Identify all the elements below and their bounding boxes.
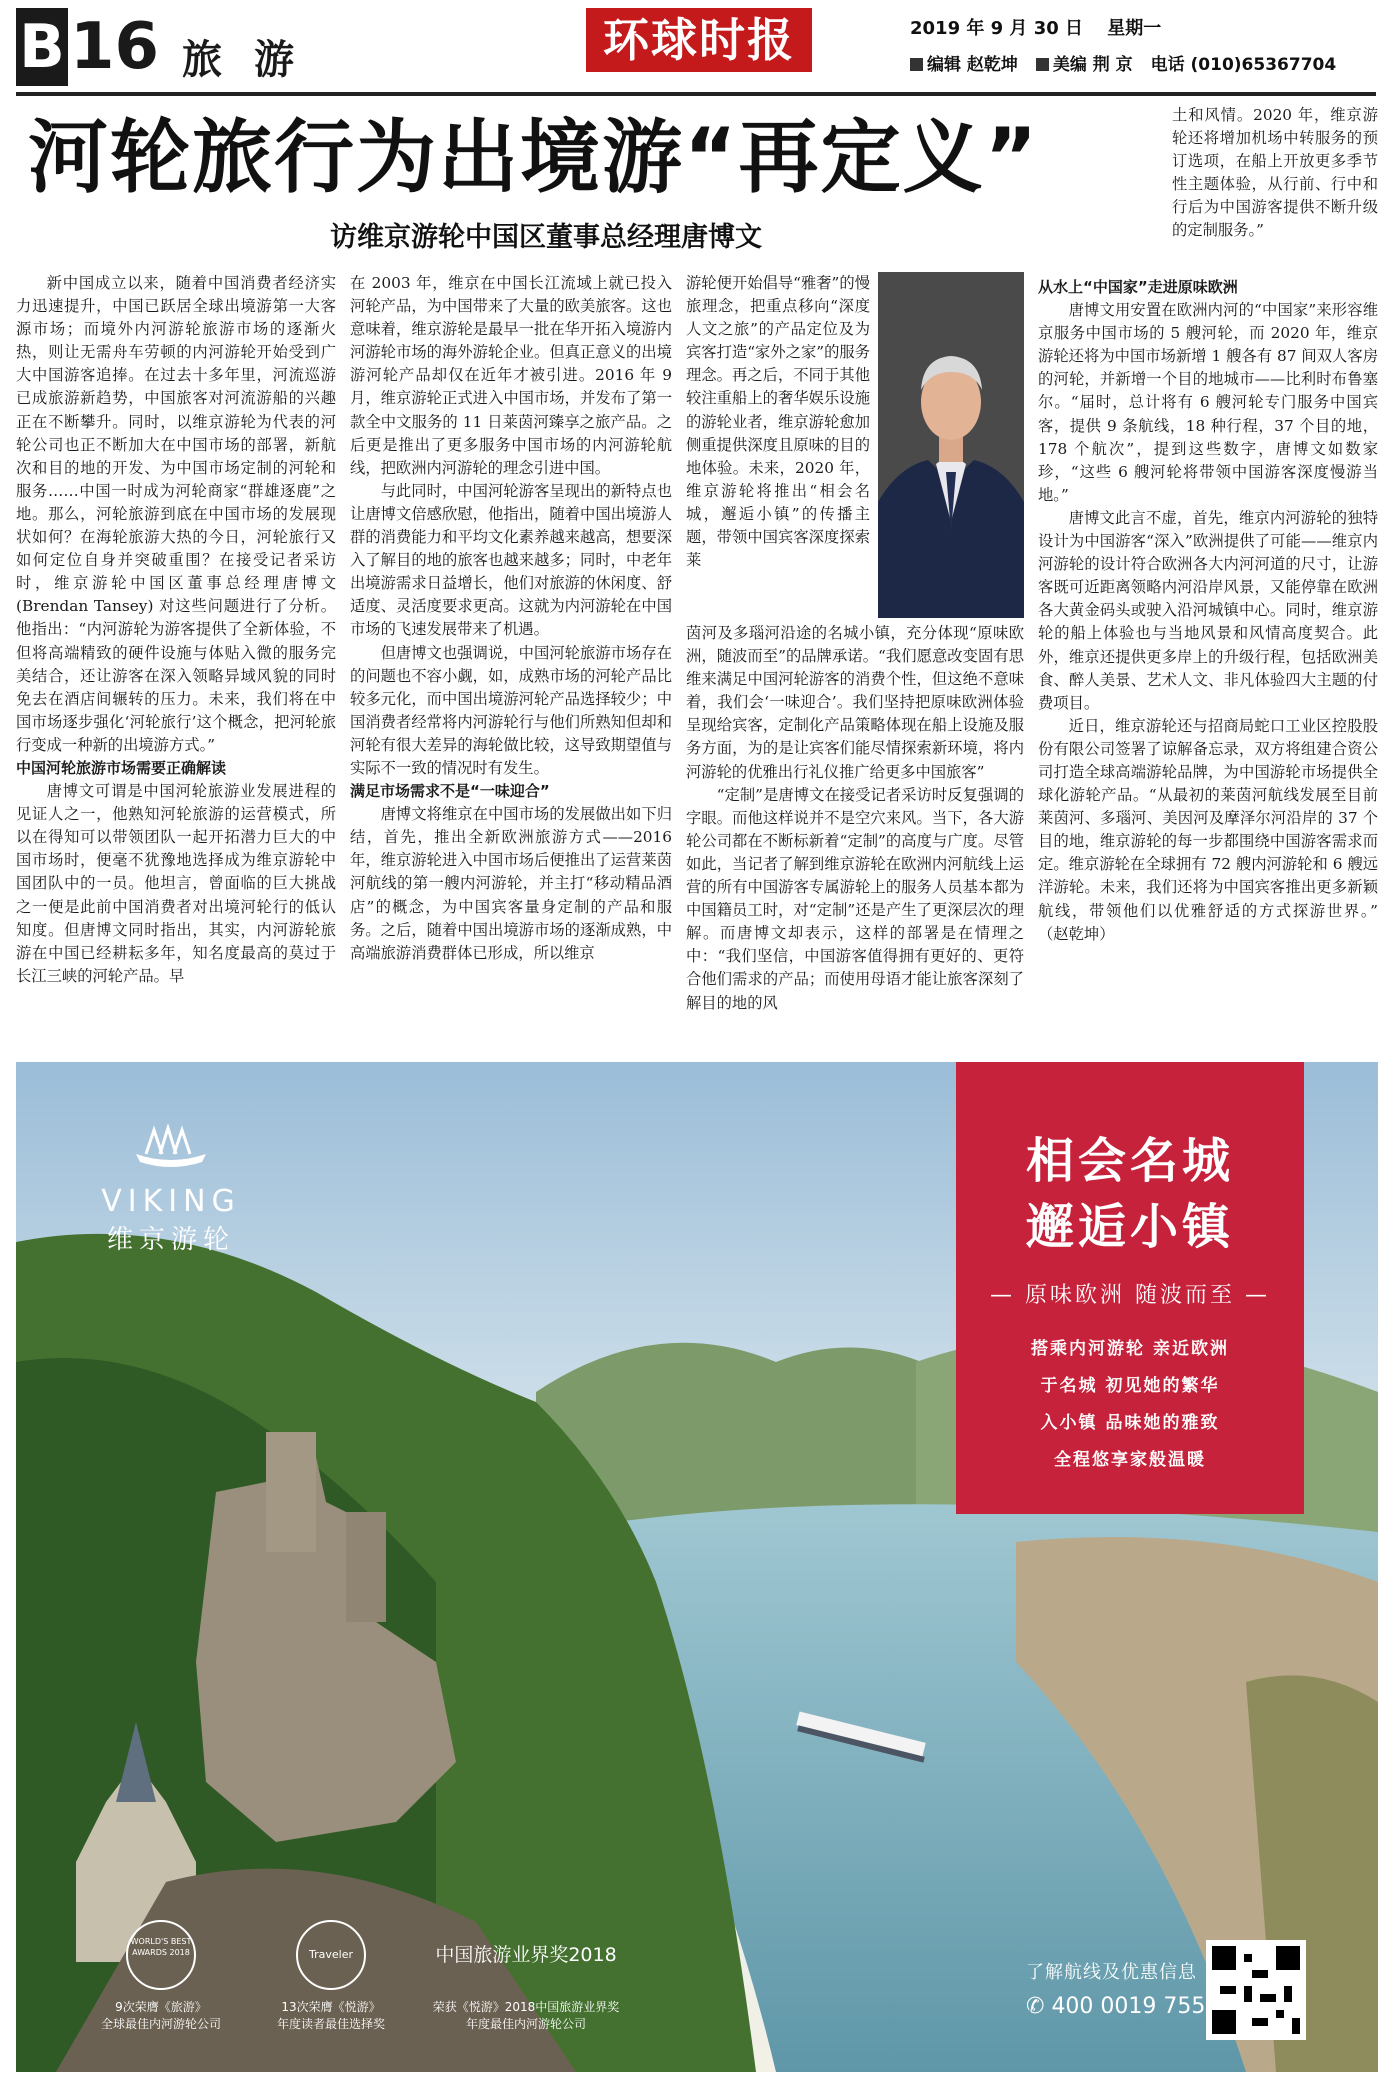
qr-code-icon (1212, 1946, 1300, 2034)
award-badge-icon: WORLD'S BEST AWARDS 2018 (126, 1920, 196, 1990)
ad-feature-lines (956, 1331, 1304, 1479)
viking-advertisement (16, 1062, 1378, 2072)
article-paragraph: 近日，维京游轮还与招商局蛇口工业区控股股份有限公司签署了谅解备忘录，双方将组建合资公司打造全球高端游轮品牌，为中国游轮市场提供全球化游轮产品。“从最初的莱茵河航线发展至目前莱茵河、多瑙河、美因河及摩泽尔河沿岸的 37 个目的地，维京游轮的每一步都围绕中国游客需求而定。维京游轮在全球拥有 72 艘内河游轮和 6 艘远洋游轮。未来，我们还将为中国宾客推出更多新颖航线，带领他们以优雅舒适的方式探游世界。” （赵乾坤） (1038, 716, 1378, 943)
award-caption: 年度读者最佳选择奖 (276, 2017, 385, 2031)
section-subheading: 中国河轮旅游市场需要正确解读 (16, 758, 227, 777)
longship-icon (126, 1124, 216, 1174)
article-column-4 (1038, 276, 1378, 1056)
article-paragraph: 唐博文将维京在中国市场的发展做出如下归结，首先，推出全新欧洲旅游方式——2016 年，维京游轮进入中国市场后便推出了运营莱茵河航线的第一艘内河游轮，并主打“移动精品酒店”的概念，为中国宾客量身定制的产品和服务。之后，随着中国出境游市场的逐渐成熟，中高端旅游消费群体已形成，所以维京 (350, 805, 672, 962)
staff-line (910, 50, 1336, 75)
editor-label: 编辑 (927, 55, 961, 75)
article-paragraph: “定制”是唐博文在接受记者采访时反复强调的字眼。而他这样说并不是空穴来风。当下，各大游轮公司都在不断标新着“定制”的高度与广度。尽管如此，当记者了解到维京游轮在欧洲内河航线上运营的所有中国游客专属游轮上的服务人员基本都为中国籍员工时，对“定制”还是产生了更深层次的理解。而唐博文却表示，这样的部署是在情理之中：“我们坚信，中国游客值得拥有更好的、更符合他们需求的产品；而使用母语才能让旅客深刻了解目的地的风 (686, 785, 1024, 1012)
issue-weekday: 星期一 (1107, 18, 1162, 39)
article-paragraph: 茵河及多瑙河沿途的名城小镇，充分体现“原味欧洲，随波而至”的品牌承诺。“我们愿意改变固有思维来满足中国河轮游客的消费个性，但这绝不意味着，我们会‘一味迎合’。我们坚持把原味欧洲体验呈现给宾客，定制化产品策略体现在船上设施及服务方面，为的是让宾客们能尽情探索新环境，将内河游轮的优雅出行礼仪推广给更多中国旅客” (686, 624, 1024, 781)
awards-row (76, 1920, 636, 2050)
designer-name: 荆 京 (1092, 55, 1133, 75)
page-number: 16 (70, 10, 160, 84)
article-column-2 (350, 272, 672, 1056)
article-column-3-top (686, 272, 870, 622)
designer-label: 美编 (1052, 55, 1087, 75)
ad-feature-line: 搭乘内河游轮 亲近欧洲 (1031, 1339, 1229, 1359)
viking-brand-logo (76, 1124, 266, 1256)
section-subheading: 从水上“中国家”走进原味欧洲 (1038, 278, 1238, 296)
section-subheading: 满足市场需求不是“一味迎合” (350, 782, 550, 801)
ad-contact (1026, 1958, 1205, 2019)
phone-number: (010)65367704 (1190, 55, 1337, 75)
route-info-text: 了解航线及优惠信息 (1026, 1962, 1197, 1983)
brand-name-en: VIKING (101, 1184, 241, 1219)
phone-icon: ✆ (1026, 1994, 1052, 2019)
portrait-illustration (878, 272, 1024, 618)
phone-label: 电话 (1150, 55, 1185, 75)
award-caption: 全球最佳内河游轮公司 (100, 2017, 221, 2031)
hotline (1026, 1994, 1205, 2019)
section-name: 旅游 (182, 37, 326, 83)
interviewee-photo (878, 272, 1024, 618)
article-paragraph: 新中国成立以来，随着中国消费者经济实力迅速提升，中国已跃居全球出境游第一大客源市场；而境外内河游轮旅游市场的逐渐火热，则让无需舟车劳顿的内河游轮开始受到广大中国游客追捧。在过去十多年里，河流巡游已成旅游新趋势，中国旅客对河流游船的兴趣正在不断攀升。同时，以维京游轮为代表的河轮公司也正不断加大在中国市场的部署，新航次和目的地的开发、为中国市场定制的河轮和服务……中国一时成为河轮商家“群雄逐鹿”之地。那么，河轮旅游到底在中国市场的发展现状如何？在海轮旅游大热的今日，河轮旅行又如何定位自身并突破重围？在接受记者采访时，维京游轮中国区董事总经理唐博文(Brendan Tansey) 对这些问题进行了分析。他指出：“内河游轮为游客提供了全新体验，不但将高端精致的硬件设施与体贴入微的服务完美结合，还让游客在深入领略异域风貌的同时免去在酒店间辗转的压力。未来，我们将在中国市场逐步强化‘河轮旅行’这个概念，把河轮旅行变成一种新的出境游方式。” (16, 274, 336, 754)
headline: 河轮旅行为出境游“再定义” (28, 111, 1040, 204)
newspaper-logo: 环球时报 (586, 8, 812, 72)
award-caption: 荣获《悦游》2018中国旅游业界奖 (432, 2000, 620, 2014)
article-paragraph: 但唐博文也强调说，中国河轮旅游市场存在的问题也不容小觑，如，成熟市场的河轮产品比较多元化，而中国出境游河轮产品选择较少；中国消费者经常将内河游轮行与他们所熟知但却和河轮有很大差异的海轮做比较，这导致期望值与实际不一致的情况时有发生。 (350, 643, 672, 777)
article-paragraph: 在 2003 年，维京在中国长江流域上就已投入河轮产品，为中国带来了大量的欧美旅客。这也意味着，维京游轮是最早一批在华开拓入境游内河游轮市场的海外游轮企业。但真正意义的出境游河轮产品却仅在近年才被引进。2016 年 9 月，维京游轮正式进入中国市场，并发布了第一款全中文服务的 11 日莱茵河臻享之旅产品。之后更是推出了更多服务中国市场的内河游轮航线，把欧洲内河游轮的理念引进中国。 (350, 274, 672, 477)
award-item (76, 1920, 246, 2032)
award-caption: 9次荣膺《旅游》 (115, 2000, 207, 2014)
article-paragraph: 唐博文此言不虚，首先，维京内河游轮的独特设计为中国游客“深入”欧洲提供了可能——维京内河游轮的设计符合欧洲各大内河河道的尺寸，让游客既可近距离领略内河沿岸风景，又能停靠在欧洲各大黄金码头或驶入沿河城镇中心。同时，维京游轮的船上体验也与当地风景和风情高度契合。此外，维京还提供更多岸上的升级行程，包括欧洲美食、醉人美景、艺术人文、非凡体验四大主题的付费项目。 (1038, 508, 1378, 712)
award-badge-icon: 中国旅游业界奖2018 (435, 1944, 617, 1966)
masthead (0, 0, 1392, 104)
square-bullet-icon (910, 58, 923, 71)
award-item (256, 1920, 406, 2032)
article-column-1 (16, 272, 336, 1056)
award-caption: 13次荣膺《悦游》 (281, 2000, 381, 2014)
article-paragraph: 唐博文可谓是中国河轮旅游业发展进程的见证人之一，他熟知河轮旅游的运营模式，所以在得知可以带领团队一起开拓潜力巨大的中国市场时，便毫不犹豫地选择成为维京游轮中国团队中的一员。他坦言，曾面临的巨大挑战之一便是此前中国消费者对出境河轮行的低认知度。但唐博文同时指出，其实，内河游轮旅游在中国已经耕耘多年，知名度最高的莫过于长江三峡的河轮产品。早 (16, 782, 336, 985)
article-paragraph: 游轮便开始倡导“雅奢”的慢旅理念，把重点移向“深度人文之旅”的产品定位及为宾客打造“家外之家”的服务理念。再之后，不同于其他较注重船上的奢华娱乐设施的游轮业者，维京游轮愈加侧重提供深度且原味的目的地体验。未来，2020 年，维京游轮将推出“相会名城，邂逅小镇”的传播主题，带领中国宾客深度探索莱 (686, 274, 870, 570)
award-item (416, 1920, 636, 2032)
ad-slogan: — 原味欧洲 随波而至 — (990, 1283, 1270, 1308)
editor-name: 赵乾坤 (966, 55, 1018, 75)
square-bullet-icon (1036, 58, 1049, 71)
ad-feature-line: 全程悠享家般温暖 (1054, 1450, 1206, 1470)
article-paragraph: 土和风情。2020 年，维京游轮还将增加机场中转服务的预订选项，在船上开放更多季节性主题体验，从行前、行中和行后为中国游客提供不断升级的定制服务。” (1172, 106, 1378, 240)
page-letter: B (16, 8, 68, 86)
article-paragraph: 与此同时，中国河轮游客呈现出的新特点也让唐博文倍感欣慰，他指出，随着中国出境游人群的消费能力和平均文化素养越来越高，想要深入了解目的地的旅客也越来越多；同时，中老年出境游需求日益增长，他们对旅游的休闲度、舒适度、灵活度要求更高。这就为内河游轮在中国市场的飞速发展带来了机遇。 (350, 481, 672, 639)
subheadline: 访维京游轮中国区董事总经理唐博文 (330, 222, 762, 253)
article-column-4-top (1172, 104, 1378, 276)
article-column-3-bottom (686, 622, 1024, 1056)
brand-name-cn: 维京游轮 (106, 1225, 235, 1255)
ad-feature-line: 于名城 初见她的繁华 (1040, 1376, 1220, 1396)
article-paragraph: 唐博文用安置在欧洲内河的“中国家”来形容维京服务中国市场的 5 艘河轮，而 2020 年，维京游轮还将为中国市场新增 1 艘各有 87 间双人客房的河轮，并新增一个目的地城市——比利时布鲁塞尔。“届时，总计将有 6 艘河轮专门服务中国宾客，提供 9 条航线，18 种行程，37 个目的地，178 个航次”，提到这些数字，唐博文如数家珍，“这些 6 艘河轮将带领中国游客深度慢游当地。” (1038, 301, 1378, 504)
award-badge-icon: Traveler (296, 1920, 366, 1990)
date-line (910, 14, 1179, 40)
ad-slogan-panel (956, 1062, 1304, 1514)
ad-title-line-2: 邂逅小镇 (1025, 1199, 1234, 1255)
qr-code (1206, 1940, 1306, 2040)
issue-date: 2019 年 9 月 30 日 (910, 18, 1084, 39)
ad-title-line-1: 相会名城 (1025, 1133, 1234, 1189)
ad-feature-line: 入小镇 品味她的雅致 (1040, 1413, 1220, 1433)
award-caption: 年度最佳内河游轮公司 (465, 2017, 586, 2031)
header-rule (16, 92, 1376, 96)
hotline-number: 400 0019 755 (1051, 1994, 1206, 2019)
